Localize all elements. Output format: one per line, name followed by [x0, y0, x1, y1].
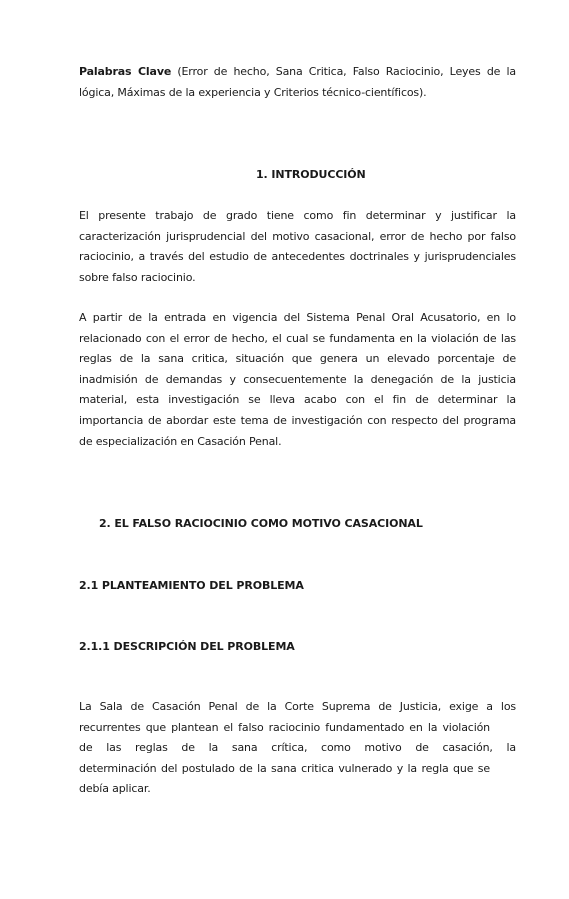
paragraph-line: de las reglas de la sana crítica, como motivo de casación, la — [79, 741, 516, 755]
paragraph-line: de especialización en Casación Penal. — [79, 434, 282, 448]
paragraph-line: sobre falso raciocinio. — [79, 270, 196, 284]
intro-paragraph-1 — [79, 206, 516, 288]
paragraph-line: reglas de la sana critica, situación que genera un elevado porcentaje de — [79, 352, 516, 366]
paragraph-line: La Sala de Casación Penal de la Corte Suprema de Justicia, exige a los — [79, 700, 516, 713]
problem-description-paragraph — [79, 697, 516, 800]
intro-paragraph-2 — [79, 308, 516, 452]
keywords-line-2: lógica, Máximas de la experiencia y Criterios técnico-científicos). — [79, 85, 427, 99]
paragraph-line: relacionado con el error de hecho, el cual se fundamenta en la violación de las — [79, 331, 516, 345]
keywords-paragraph — [79, 62, 516, 103]
paragraph-line: debía aplicar. — [79, 782, 151, 796]
section-heading-introduccion: 1. INTRODUCCIÓN — [256, 168, 366, 181]
keywords-line-1 — [79, 62, 516, 83]
paragraph-line: A partir de la entrada en vigencia del Sistema Penal Oral Acusatorio, en lo — [79, 311, 516, 324]
paragraph-line: inadmisión de demandas y consecuentemente la denegación de la justicia — [79, 372, 516, 386]
section-heading-falso-raciocinio: 2. EL FALSO RACIOCINIO COMO MOTIVO CASACIONAL — [99, 517, 423, 530]
keywords-label: Palabras Clave — [79, 65, 172, 78]
paragraph-line: importancia de abordar este tema de investigación con respecto del programa — [79, 413, 516, 427]
keywords-list-start: (Error de hecho, Sana Critica, Falso Raciocinio, Leyes de la — [171, 65, 516, 78]
paragraph-line: material, esta investigación se lleva acabo con el fin de determinar la — [79, 393, 516, 407]
paragraph-line: caracterización jurisprudencial del motivo casacional, error de hecho por falso — [79, 229, 516, 243]
paragraph-line: raciocinio, a través del estudio de antecedentes doctrinales y jurisprudenciales — [79, 250, 516, 264]
paragraph-line: recurrentes que plantean el falso raciocinio fundamentado en la violación — [79, 720, 490, 734]
paragraph-line: determinación del postulado de la sana critica vulnerado y la regla que se — [79, 761, 490, 775]
subsection-heading-descripcion: 2.1.1 DESCRIPCIÓN DEL PROBLEMA — [79, 640, 295, 653]
paragraph-line: El presente trabajo de grado tiene como fin determinar y justificar la — [79, 209, 516, 222]
subsection-heading-planteamiento: 2.1 PLANTEAMIENTO DEL PROBLEMA — [79, 579, 304, 592]
